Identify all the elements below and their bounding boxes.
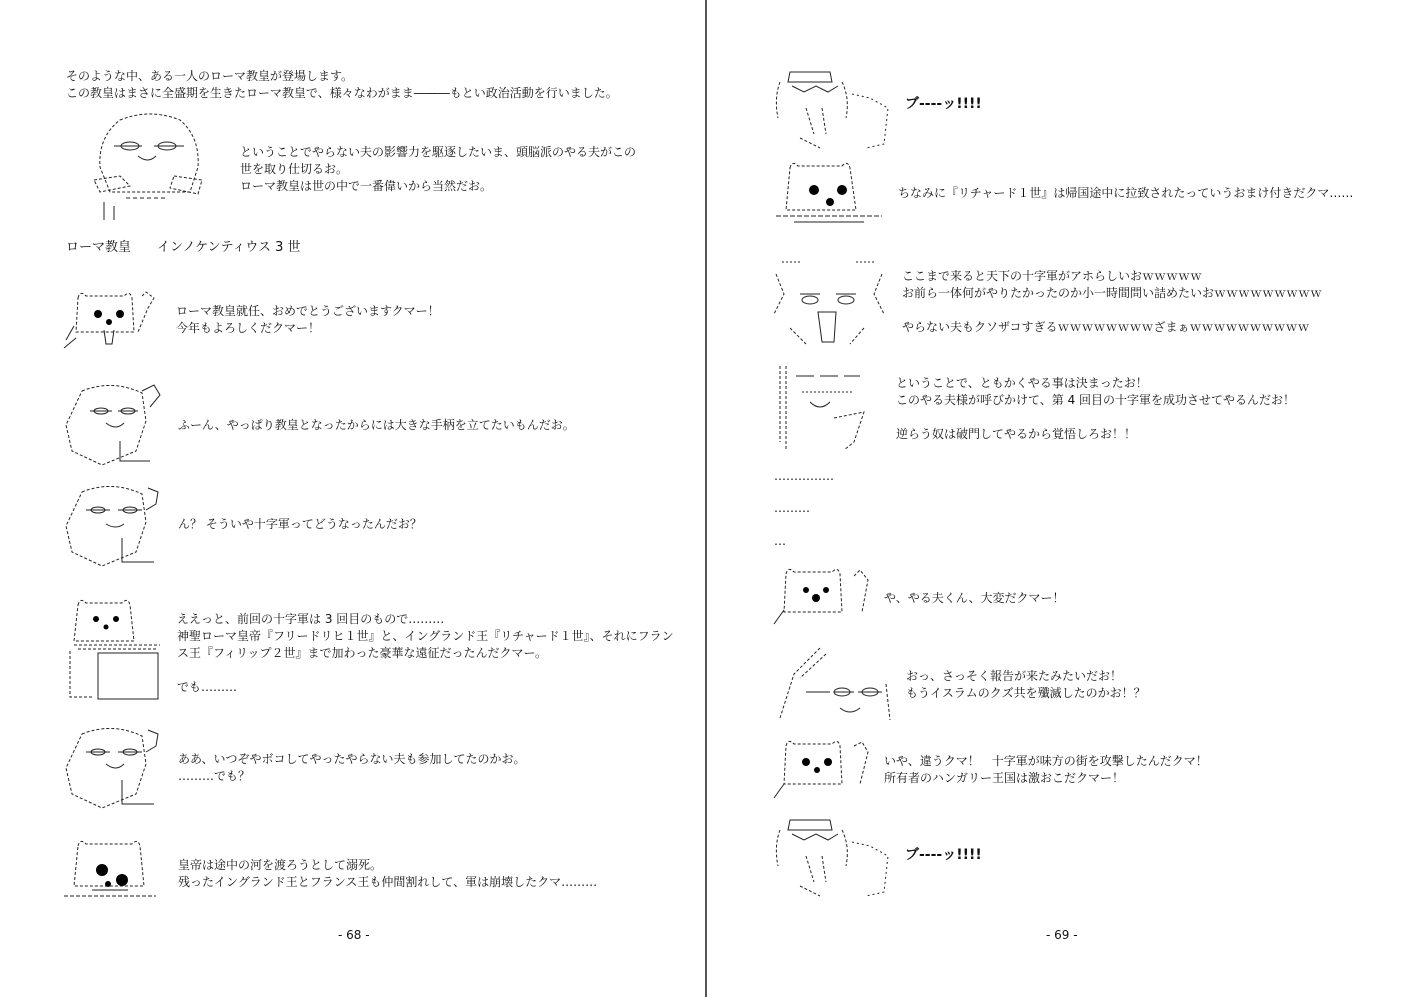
dialog-3: ん？ そういや十字軍ってどうなったんだお？	[178, 517, 422, 531]
yaruo-art-r4	[774, 362, 874, 452]
pope-title: ローマ教皇 インノケンティウス 3 世	[66, 240, 301, 255]
dialog-6: 皇帝は途中の河を渡ろうとして溺死。 残ったイングランド王とフランス王も仲間割れして、軍は崩壊したクマ………	[178, 858, 598, 889]
kuma-art-r7	[770, 738, 880, 804]
kuma-art-4	[64, 597, 164, 709]
kuma-art-6	[62, 838, 162, 904]
page-divider	[705, 0, 707, 997]
yaruo-art-r6	[770, 644, 894, 724]
yaruo-laugh-art-r3	[770, 254, 890, 348]
kuma-art-1	[62, 288, 162, 354]
kuma-art-r2	[774, 160, 886, 226]
yaruo-art-2	[62, 381, 167, 467]
pope-speech: ということでやらない夫の影響力を駆逐したいま、頭脳派のやる夫がこの 世を取り仕切るお。 ローマ教皇は世の中で一番偉いから当然だお。	[240, 145, 637, 193]
page-number-left: - 68 -	[338, 928, 370, 942]
yaruo-pope-art	[90, 112, 210, 224]
page-left	[0, 0, 705, 997]
dialog-4: ええっと、前回の十字軍は 3 回目のもので……… 神聖ローマ皇帝『フリードリヒ１世』と、イングランド王『リチャード１世』、それにフラン ス王『フィリップ２世』まで加わった豪華な遠征だったんだクマー。 でも………	[177, 612, 674, 694]
yaruo-shock-art-2	[770, 816, 895, 898]
page-right	[708, 0, 1412, 997]
dialog-2: ふーん、やっぱり教皇となったからには大きな手柄を立てたいもんだお。	[178, 418, 575, 432]
dialog-r7: いや、違うクマ！ 十字軍が味方の街を攻撃したんだクマ！ 所有者のハンガリー王国は激おこだクマー！	[884, 754, 1208, 785]
dialog-r4: ということで、ともかくやる事は決まったお！ このやる夫様が呼びかけて、第 4 回目の十字軍を成功させてやるんだお！ 逆らう奴は破門してやるから覚悟しろお！！	[896, 376, 1296, 441]
ellipsis-1: ……………	[774, 469, 834, 483]
yaruo-art-3	[62, 482, 167, 568]
dialog-r6: おっ、さっそく報告が来たみたいだお！ もうイスラムのクズ共を殲滅したのかお！？	[906, 669, 1146, 700]
ellipsis-2: ………	[774, 501, 810, 515]
dialog-r2: ちなみに『リチャード１世』は帰国途中に拉致されたっていうおまけ付きだクマ……	[898, 186, 1354, 200]
dialog-1: ローマ教皇就任、おめでとうございますクマー！ 今年もよろしくだクマー！	[176, 304, 440, 335]
page-number-right: - 69 -	[1046, 928, 1078, 942]
dialog-5: ああ、いつぞやボコしてやったやらない夫も参加してたのかお。 ………でも？	[178, 752, 526, 783]
dialog-r1: ブ‐‐‐‐ッ!!!!	[905, 96, 982, 112]
dialog-r3: ここまで来ると天下の十字軍がアホらしいおｗｗｗｗｗ お前ら一体何がやりたかったのか小一時間問い詰めたいおｗｗｗｗｗｗｗｗｗ やらない夫もクソザコすぎるｗｗｗｗｗｗｗｗざまぁｗｗｗｗｗｗｗｗｗｗ	[902, 269, 1323, 334]
ellipsis-3: …	[774, 534, 786, 548]
kuma-art-r5	[770, 566, 880, 630]
yaruo-art-5	[62, 724, 167, 810]
intro-text: そのような中、ある一人のローマ教皇が登場します。 この教皇はまさに全盛期を生きたローマ教皇で、様々なわがまま―――もとい政治活動を行いました。	[66, 69, 618, 100]
dialog-r5: や、やる夫くん、大変だクマー！	[884, 591, 1065, 605]
yaruo-shock-art-1	[770, 68, 895, 150]
dialog-r8: ブ‐‐‐‐ッ!!!!	[905, 847, 982, 863]
